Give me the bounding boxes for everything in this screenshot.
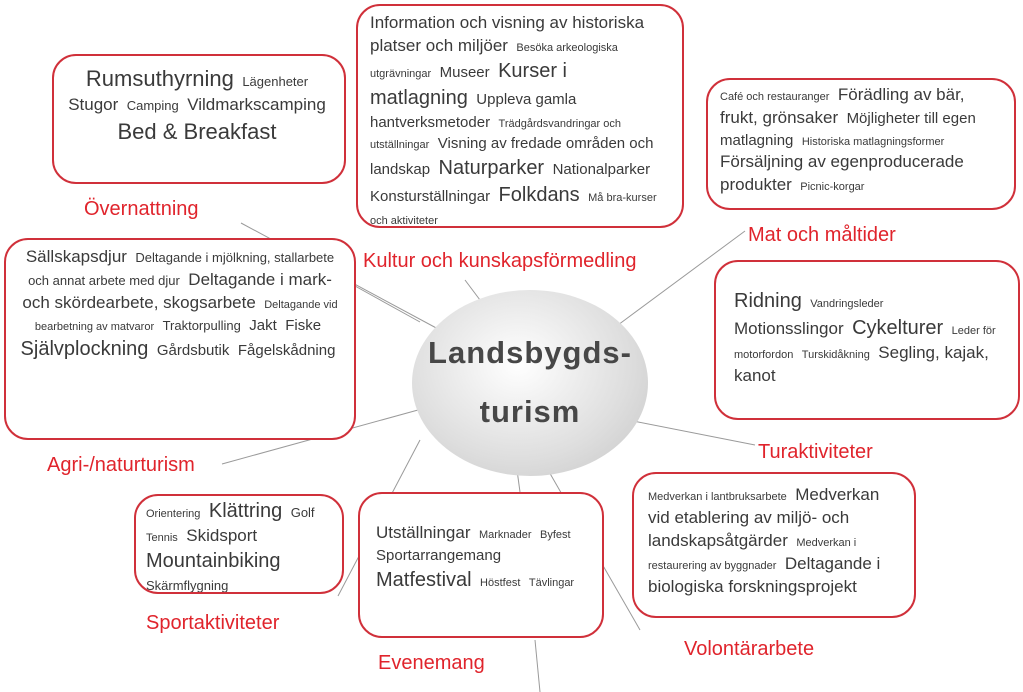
tag-agri-8: Gårdsbutik (156, 342, 230, 360)
center-title-line1: Landsbygds- (428, 335, 632, 371)
tag-mat-5: Picnic-korgar (800, 181, 865, 194)
tag-sport-3: Tennis (146, 532, 178, 544)
tag-agri-9: Fågelskådning (237, 342, 336, 360)
bubble-agri (4, 238, 356, 440)
bubble-evenemang (358, 492, 604, 638)
tag-sport-0: Orientering (146, 508, 201, 520)
tag-agri-2: Deltagande i mark- och skördearbete, skogsarbete (22, 269, 332, 312)
tag-mat-2: Möjligheter till egen matlagning (720, 109, 976, 149)
bubble-tur (714, 260, 1020, 420)
label-overnattning: Övernattning (84, 198, 199, 220)
connector-kultur (465, 280, 480, 300)
tag-tur-6: Segling, kajak, kanot (734, 343, 989, 385)
center-ellipse (412, 290, 648, 476)
label-evenemang: Evenemang (378, 652, 485, 674)
tag-evenemang-3: Sportarrangemang (376, 546, 502, 564)
connector-evenemang-2 (535, 640, 540, 692)
tag-volontar-2: Medverkan i restaurering av byggnader (648, 536, 857, 572)
tag-agri-4: Traktorpulling (162, 317, 241, 333)
tag-overnattning-2: Stugor (68, 94, 119, 114)
center-title-line2: turism (479, 394, 581, 429)
tag-overnattning-3: Camping (126, 97, 179, 113)
bubble-overnattning (52, 54, 346, 184)
tag-sport-5: Mountainbiking (146, 549, 281, 572)
tag-sport-4: Skidsport (186, 526, 258, 545)
tag-kultur-4: Uppleva gamla hantverksmetoder (370, 90, 577, 131)
tag-kultur-0: Information och visning av historiska platser och miljöer (370, 13, 645, 55)
tag-volontar-3: Deltagande i biologiska forskningsprojekt (648, 553, 881, 596)
tag-tur-4: Leder för motorfordon (734, 325, 996, 361)
bubble-mat (706, 78, 1016, 210)
tag-tur-1: Vandringsleder (810, 298, 884, 310)
tag-evenemang-4: Matfestival (376, 568, 472, 591)
connector-tur (628, 420, 755, 445)
tag-evenemang-2: Byfest (539, 529, 571, 541)
tag-mat-4: Försäljning av egenproducerade produkter (720, 152, 964, 195)
tag-volontar-0: Medverkan i lantbruksarbete (648, 491, 787, 503)
tag-kultur-1: Besöka arkeologiska utgrävningar (370, 41, 618, 80)
tag-tur-3: Cykelturer (852, 317, 944, 339)
tag-sport-1: Klättring (208, 500, 283, 522)
tag-evenemang-5: Höstfest (480, 576, 521, 589)
tag-agri-3: Deltagande vid bearbetning av matvaror (34, 298, 338, 333)
tag-overnattning-5: Bed & Breakfast (117, 118, 277, 144)
tag-agri-5: Jakt (249, 316, 277, 334)
tag-kultur-5: Trädgårdsvandringar och utställningar (370, 117, 622, 152)
tag-mat-3: Historiska matlagningsformer (801, 135, 945, 148)
tag-sport-6: Skärmflygning (146, 577, 229, 593)
tag-agri-7: Självplockning (20, 338, 149, 361)
tag-agri-0: Sällskapsdjur (25, 247, 127, 266)
tag-tur-2: Motionsslingor (734, 319, 844, 338)
tag-overnattning-1: Lägenheter (242, 74, 309, 89)
connector-agri (355, 286, 420, 322)
tag-mat-0: Café och restauranger (720, 91, 830, 103)
tag-kultur-9: Konsturställningar (370, 188, 491, 206)
tag-tur-0: Ridning (734, 290, 802, 312)
tag-sport-2: Golf (290, 505, 315, 520)
tag-evenemang-6: Tävlingar (528, 576, 575, 589)
tag-kultur-11: Må bra-kurser och aktiviteter (370, 192, 657, 228)
label-tur: Turaktiviteter (758, 441, 873, 463)
label-mat: Mat och måltider (748, 224, 896, 246)
bubble-volontar (632, 472, 916, 618)
tag-agri-1: Deltagande i mjölkning, stallarbete och annat arbete med djur (28, 250, 335, 288)
tag-volontar-1: Medverkan vid etablering av miljö- och landskapsåtgärder (648, 485, 880, 550)
tag-mat-1: Förädling av bär, frukt, grönsaker (720, 85, 965, 127)
label-kultur: Kultur och kunskapsförmedling (363, 250, 637, 272)
label-agri: Agri-/naturturism (47, 454, 195, 476)
tag-kultur-2: Museer (439, 63, 490, 81)
tag-tur-5: Turskidåkning (801, 349, 870, 361)
tag-evenemang-1: Marknader (478, 529, 532, 541)
label-sport: Sportaktiviteter (146, 612, 280, 634)
tag-kultur-10: Folkdans (498, 184, 580, 207)
tag-agri-6: Fiske (285, 316, 322, 334)
bubble-kultur (356, 4, 684, 228)
tag-kultur-6: Visning av fredade områden och landskap (370, 135, 654, 179)
tag-kultur-8: Nationalparker (552, 161, 651, 179)
tag-overnattning-4: Vildmarkscamping (187, 94, 326, 114)
bubble-sport (134, 494, 344, 594)
tag-overnattning-0: Rumsuthyrning (85, 66, 234, 91)
tag-kultur-7: Naturparker (438, 157, 545, 180)
label-volontar: Volontärarbete (684, 638, 815, 660)
tag-kultur-3: Kurser i matlagning (370, 59, 567, 109)
tag-evenemang-0: Utställningar (376, 523, 471, 542)
